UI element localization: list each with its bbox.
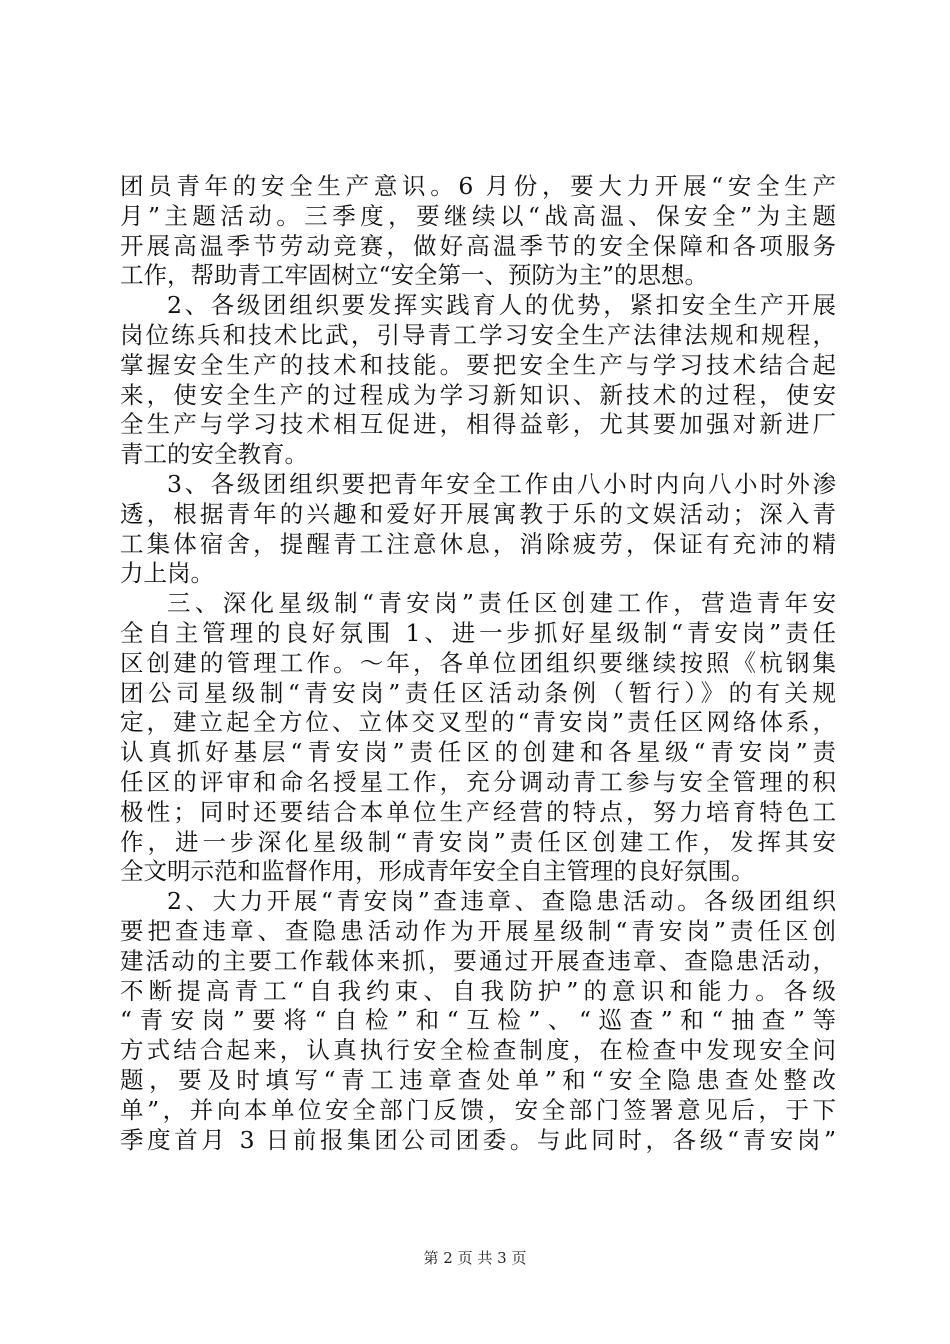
text-line: 全自主管理的良好氛围 1、进一步抓好星级制“青安岗”责任 (120, 618, 836, 647)
text-line: 岗位练兵和技术比武，引导青工学习安全生产法律法规和规程， (120, 320, 836, 349)
text-line: 团员青年的安全生产意识。6 月份，要大力开展“安全生产 (120, 172, 836, 200)
text-line: 2、大力开展“青安岗”查违章、查隐患活动。各级团组织 (167, 887, 836, 916)
text-line: 青工的安全教育。 (120, 440, 308, 469)
text-line: 季度首月 3 日前报集团公司团委。与此同时，各级“青安岗” (120, 1125, 836, 1154)
text-line: 单”，并向本单位安全部门反馈，安全部门签署意见后，于下 (120, 1095, 836, 1124)
text-line: 任区的评审和命名授星工作，充分调动青工参与安全管理的积 (120, 767, 836, 796)
text-line: 工集体宿舍，提醒青工注意休息，消除疲劳，保证有充沛的精 (120, 529, 836, 558)
text-line: 区创建的管理工作。～年，各单位团组织要继续按照《杭钢集 (120, 648, 836, 677)
text-line: 3、各级团组织要把青年安全工作由八小时内向八小时外渗 (167, 469, 836, 498)
text-line: 团公司星级制“青安岗”责任区活动条例（暂行）》的有关规 (120, 678, 836, 707)
text-line: 开展高温季节劳动竞赛，做好高温季节的安全保障和各项服务 (120, 231, 836, 260)
text-line: 不断提高青工“自我约束、自我防护”的意识和能力。各级 (120, 976, 836, 1005)
text-line: 作，进一步深化星级制“青安岗”责任区创建工作，发挥其安 (120, 827, 836, 856)
text-line: 题，要及时填写“青工违章查处单”和“安全隐患查处整改 (120, 1065, 836, 1094)
page-number-indicator: 第 2 页 共 3 页 (423, 1249, 527, 1267)
text-line: 方式结合起来，认真执行安全检查制度，在检查中发现安全问 (120, 1036, 836, 1065)
text-line: 要把查违章、查隐患活动作为开展星级制“青安岗”责任区创 (120, 916, 836, 945)
text-line: 透，根据青年的兴趣和爱好开展寓教于乐的文娱活动；深入青 (120, 499, 836, 528)
text-line: 全文明示范和监督作用，形成青年安全自主管理的良好氛围。 (120, 857, 755, 886)
text-line: 月”主题活动。三季度，要继续以“战高温、保安全”为主题 (120, 201, 836, 230)
text-line: 定，建立起全方位、立体交叉型的“青安岗”责任区网络体系， (120, 708, 836, 737)
text-line: 建活动的主要工作载体来抓，要通过开展查违章、查隐患活动， (120, 946, 836, 975)
text-line: 认真抓好基层“青安岗”责任区的创建和各星级“青安岗”责 (120, 738, 836, 767)
text-line: 工作，帮助青工牢固树立“安全第一、预防为主”的思想。 (120, 261, 709, 290)
text-line: 2、各级团组织要发挥实践育人的优势，紧扣安全生产开展 (167, 291, 836, 320)
text-line: 掌握安全生产的技术和技能。要把安全生产与学习技术结合起 (120, 350, 836, 379)
document-body (120, 172, 836, 1155)
text-line: 全生产与学习技术相互促进，相得益彰，尤其要加强对新进厂 (120, 410, 836, 439)
text-line: 来，使安全生产的过程成为学习新知识、新技术的过程，使安 (120, 380, 836, 409)
text-line: “青安岗”要将“自检”和“互检”、“巡查”和“抽查”等 (120, 1006, 836, 1035)
page-footer (0, 1248, 950, 1268)
text-line: 力上岗。 (120, 559, 214, 588)
text-line: 三、深化星级制“青安岗”责任区创建工作，营造青年安 (167, 589, 836, 618)
text-line: 极性；同时还要结合本单位生产经营的特点，努力培育特色工 (120, 797, 836, 826)
